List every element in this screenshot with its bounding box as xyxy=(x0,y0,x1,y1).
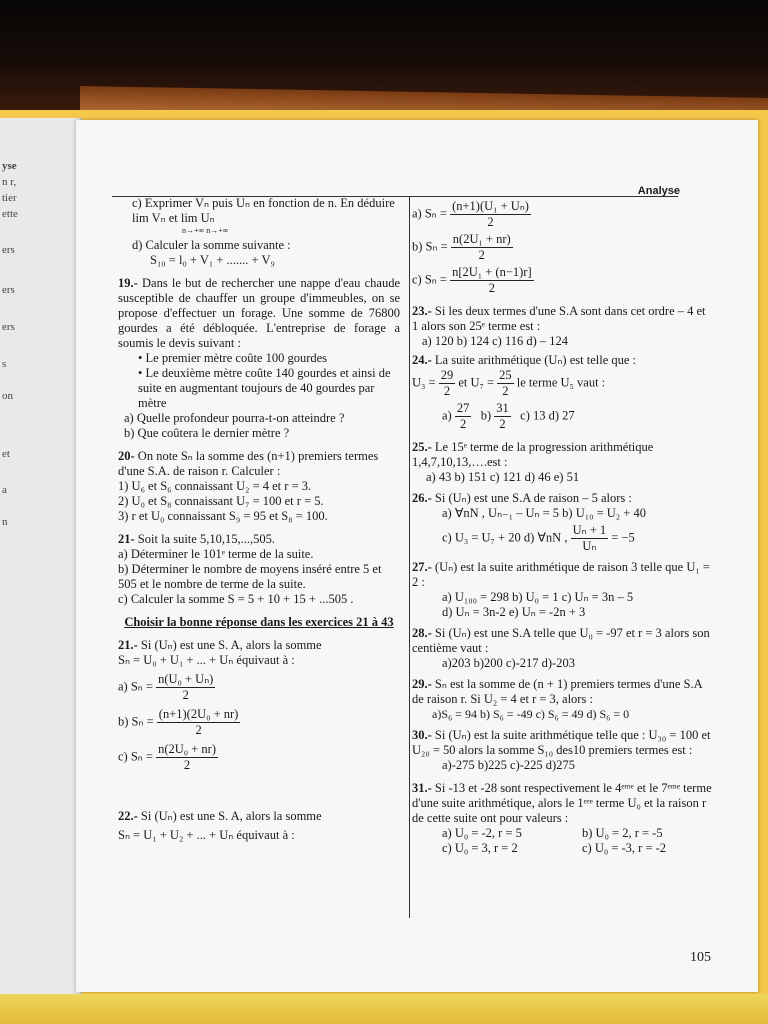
answer-options: a)-275 b)225 c)-225 d)275 xyxy=(442,758,575,772)
exercise-text: La suite arithmétique (Uₙ) est telle que : xyxy=(434,353,637,367)
exercise-29 xyxy=(412,677,712,707)
option-label: a) xyxy=(442,408,452,423)
option-b xyxy=(412,232,712,263)
denominator: 2 xyxy=(459,417,467,431)
margin-text: et xyxy=(2,448,10,460)
exercise-text: Si (Uₙ) est une S. A, alors la somme xyxy=(140,638,322,652)
question-b: b) Que coûtera le dernier mètre ? xyxy=(124,426,290,440)
exercise-number: 24.- xyxy=(412,353,432,367)
denominator: 2 xyxy=(487,215,494,229)
answer-options: a) 43 b) 151 c) 121 d) 46 e) 51 xyxy=(426,470,580,484)
exercise-text: Si (Uₙ) est une S.A telle que U₀ = -97 et r = 3 alors son centième vaut : xyxy=(412,626,710,655)
margin-text: n r, xyxy=(2,176,17,188)
exercise-21-c: c) Calculer la somme S = 5 + 10 + 15 + ...505 . xyxy=(118,592,354,606)
exercise-number: 27.- xyxy=(412,560,432,574)
exercise-text: Dans le but de rechercher une nappe d'eau chaude susceptible de chauffer un groupe d'immeubles, on se propose d'effectuer un forage. Une somme de 76800 gourdes a été débloquée. L'entreprise de forage a soumis le devis suivant : xyxy=(118,276,401,350)
exercise-21-a: a) Déterminer le 101ᵉ terme de la suite. xyxy=(118,547,314,561)
answer-options: a) ∀nN , Uₙ₋₁ – Uₙ = 5 b) U₁₀ = U₂ + 40 xyxy=(442,506,646,520)
margin-text: yse xyxy=(2,160,17,172)
exercise-19 xyxy=(118,276,400,351)
denominator: Uₙ xyxy=(582,539,597,553)
exercise-22 xyxy=(118,809,400,824)
numerator: (n+1)(U₁ + Uₙ) xyxy=(452,199,529,213)
numerator: 31 xyxy=(496,401,509,415)
numerator: n[2U₁ + (n−1)r] xyxy=(452,265,532,279)
answer-options xyxy=(412,523,712,554)
bullet-text: Le deuxième mètre coûte 140 gourdes et ainsi de suite en augmentant toujours de 40 gourdes par mètre xyxy=(138,366,391,410)
option-label: b) xyxy=(480,408,492,423)
numerator: n(2U₁ + nr) xyxy=(452,232,511,246)
margin-text: a xyxy=(2,484,7,496)
margin-text: on xyxy=(2,390,13,402)
exercise-number: 21.- xyxy=(118,638,138,652)
limit-subscripts: n→+∞ n→+∞ xyxy=(182,226,229,235)
exercise-text: Si (Uₙ) est une S. A, alors la somme xyxy=(140,809,322,823)
margin-text: tier xyxy=(2,192,17,204)
margin-text: n xyxy=(2,516,8,528)
fraction xyxy=(439,368,456,399)
eq-text: et U₇ = xyxy=(458,375,495,390)
answer-options: a) U₁₀₀ = 298 b) U₀ = 1 c) Uₙ = 3n – 5 xyxy=(442,590,634,604)
running-header: Analyse xyxy=(637,185,680,197)
exercise-27 xyxy=(412,560,712,590)
exercise-text: Si (Uₙ) est une S.A de raison – 5 alors : xyxy=(434,491,632,505)
fraction xyxy=(494,401,511,432)
option-b xyxy=(118,707,400,738)
option-a xyxy=(412,199,712,230)
exercise-text: Si (Uₙ) est la suite arithmétique telle que : U₃₀ = 100 et U₂₀ = 50 alors la somme S₁₀ des10 premiers termes est : xyxy=(412,728,711,757)
exercise-24-equation xyxy=(412,368,712,399)
page-number: 105 xyxy=(690,950,711,965)
question-a: a) Quelle profondeur pourra-t-on atteindre ? xyxy=(124,411,345,425)
denominator: 2 xyxy=(182,688,189,702)
margin-text: s xyxy=(2,358,7,370)
exercise-number: 28.- xyxy=(412,626,432,640)
margin-text: ers xyxy=(2,284,15,296)
denominator: 2 xyxy=(443,384,451,398)
exercise-20 xyxy=(118,449,400,479)
facing-page xyxy=(0,118,82,998)
answer-options: d) Uₙ = 3n-2 e) Uₙ = -2n + 3 xyxy=(442,605,586,619)
numerator: (n+1)(2U₀ + nr) xyxy=(158,707,239,721)
answer-options: a)203 b)200 c)-217 d)-203 xyxy=(442,656,575,670)
margin-text: ers xyxy=(2,244,15,256)
exercise-21-mcq xyxy=(118,638,400,653)
exercise-24 xyxy=(412,353,712,368)
exercise-18d: d) Calculer la somme suivante : xyxy=(132,238,291,252)
exercise-20-2: 2) U₀ et S₈ connaissant U₇ = 100 et r = 5. xyxy=(118,494,324,508)
option-label: c) Sₙ = xyxy=(412,272,447,287)
exercise-text: (Uₙ) est la suite arithmétique de raison 3 telle que U₁ = 2 : xyxy=(412,560,710,589)
numerator: 25 xyxy=(499,368,512,382)
exercise-21 xyxy=(118,532,400,547)
exercise-number: 31.- xyxy=(412,781,432,795)
sum-definition: Sₙ = U₁ + U₂ + ... + Uₙ équivaut à : xyxy=(118,828,295,842)
bullet-text: Le premier mètre coûte 100 gourdes xyxy=(145,351,328,365)
fraction xyxy=(157,707,241,738)
bullet-item: • Le deuxième mètre coûte 140 gourdes et ainsi de suite en augmentant toujours de 40 gourdes par mètre xyxy=(138,366,391,410)
exercise-20-1: 1) U₆ et S₆ connaissant U₂ = 4 et r = 3. xyxy=(118,479,312,493)
exercise-25 xyxy=(412,440,712,470)
numerator: Uₙ + 1 xyxy=(572,523,607,537)
margin-text: ers xyxy=(2,321,15,333)
section-instruction: Choisir la bonne réponse dans les exercices 21 à 43 xyxy=(124,615,394,629)
option-label: b) Sₙ = xyxy=(412,239,448,254)
exercise-number: 22.- xyxy=(118,809,138,823)
exercise-20-3: 3) r et U₀ connaissant S₉ = 95 et S₈ = 100. xyxy=(118,509,328,523)
exercise-number: 29.- xyxy=(412,677,432,691)
fraction xyxy=(450,265,534,296)
denominator: 2 xyxy=(499,417,506,431)
exercise-number: 26.- xyxy=(412,491,432,505)
option-a: a) U₀ = -2, r = 5 xyxy=(442,826,522,840)
yellow-edge xyxy=(0,994,768,1024)
exercise-number: 25.- xyxy=(412,440,432,454)
option-label: c) Sₙ = xyxy=(118,749,153,764)
exercise-text: Si les deux termes d'une S.A sont dans cet ordre – 4 et 1 alors son 25ᵉ terme est : xyxy=(412,304,706,333)
option-text: = −5 xyxy=(611,530,635,545)
option-b: b) U₀ = 2, r = -5 xyxy=(582,826,663,840)
exercise-text: Sₙ est la somme de (n + 1) premiers termes d'une S.A de raison r. Si U₂ = 4 et r = 3, alors : xyxy=(412,677,702,706)
exercise-30 xyxy=(412,728,712,758)
left-column xyxy=(118,196,400,843)
numerator: n(U₀ + Uₙ) xyxy=(158,672,214,686)
denominator: 2 xyxy=(488,281,495,295)
option-c: c) U₀ = 3, r = 2 xyxy=(442,841,518,855)
exercise-number: 20- xyxy=(118,449,135,463)
fraction xyxy=(156,672,215,703)
option-d: c) U₀ = -3, r = -2 xyxy=(582,841,667,855)
exercise-text: On note Sₙ la somme des (n+1) premiers termes d'une S.A. de raison r. Calculer : xyxy=(118,449,379,478)
option-c xyxy=(412,265,712,296)
numerator: n(2U₀ + nr) xyxy=(158,742,217,756)
exercise-21-b: b) Déterminer le nombre de moyens inséré entre 5 et 505 et le nombre de terme de la suite. xyxy=(118,562,382,591)
exercise-number: 21- xyxy=(118,532,135,546)
exercise-text: Le 15ᵉ terme de la progression arithmétique 1,4,7,10,13,….est : xyxy=(412,440,654,469)
sum-definition: Sₙ = U₀ + U₁ + ... + Uₙ équivaut à : xyxy=(118,653,295,667)
fraction xyxy=(571,523,609,554)
eq-text: U₃ = xyxy=(412,375,436,390)
numerator: 27 xyxy=(456,401,470,415)
answer-options xyxy=(412,401,712,432)
fraction xyxy=(156,742,218,773)
answer-options: a)S₆ = 94 b) S₆ = -49 c) S₆ = 49 d) S₆ = 0 xyxy=(432,707,630,721)
option-text: c) 13 d) 27 xyxy=(520,408,575,423)
denominator: 2 xyxy=(195,723,202,737)
fraction xyxy=(451,232,513,263)
exercise-28 xyxy=(412,626,712,656)
answer-row xyxy=(412,826,712,841)
exercise-number: 23.- xyxy=(412,304,432,318)
fraction xyxy=(450,199,531,230)
column-divider xyxy=(409,196,410,918)
fraction xyxy=(455,401,472,432)
bullet-item: • Le premier mètre coûte 100 gourdes xyxy=(138,351,328,365)
exercise-number: 19.- xyxy=(118,276,138,290)
exercise-18d-equation: S₁₀ = l₀ + V₁ + ....... + V₉ xyxy=(150,253,275,267)
right-column xyxy=(412,199,712,856)
denominator: 2 xyxy=(183,758,191,772)
option-label: a) Sₙ = xyxy=(412,206,447,221)
exercise-text: Si -13 et -28 sont respectivement le 4ᵉᵐᵉ et le 7ᵉᵐᵉ terme d'une suite arithmétique, alors le 1ᵉʳᵉ terme U₀ et la raison r de cette suite ont pour valeurs : xyxy=(412,781,712,825)
exercise-number: 30.- xyxy=(412,728,432,742)
option-c xyxy=(118,742,400,773)
option-a xyxy=(118,672,400,703)
option-text: c) U₃ = U₇ + 20 d) ∀nN , xyxy=(442,530,568,545)
denominator: 2 xyxy=(502,384,509,398)
exercise-31 xyxy=(412,781,712,826)
option-label: b) Sₙ = xyxy=(118,714,154,729)
numerator: 29 xyxy=(440,368,454,382)
exercise-26 xyxy=(412,491,712,506)
margin-text: ette xyxy=(2,208,18,220)
denominator: 2 xyxy=(478,248,485,262)
option-label: a) Sₙ = xyxy=(118,679,153,694)
answer-row xyxy=(412,841,712,856)
exercise-text: Soit la suite 5,10,15,...,505. xyxy=(137,532,275,546)
exercise-18c: c) Exprimer Vₙ puis Uₙ en fonction de n. En déduire lim Vₙ et lim Uₙ xyxy=(132,196,395,225)
fraction xyxy=(497,368,514,399)
answer-options: a) 120 b) 124 c) 116 d) – 124 xyxy=(422,334,569,348)
eq-text: le terme U₅ vaut : xyxy=(516,375,606,390)
exercise-23 xyxy=(412,304,712,334)
